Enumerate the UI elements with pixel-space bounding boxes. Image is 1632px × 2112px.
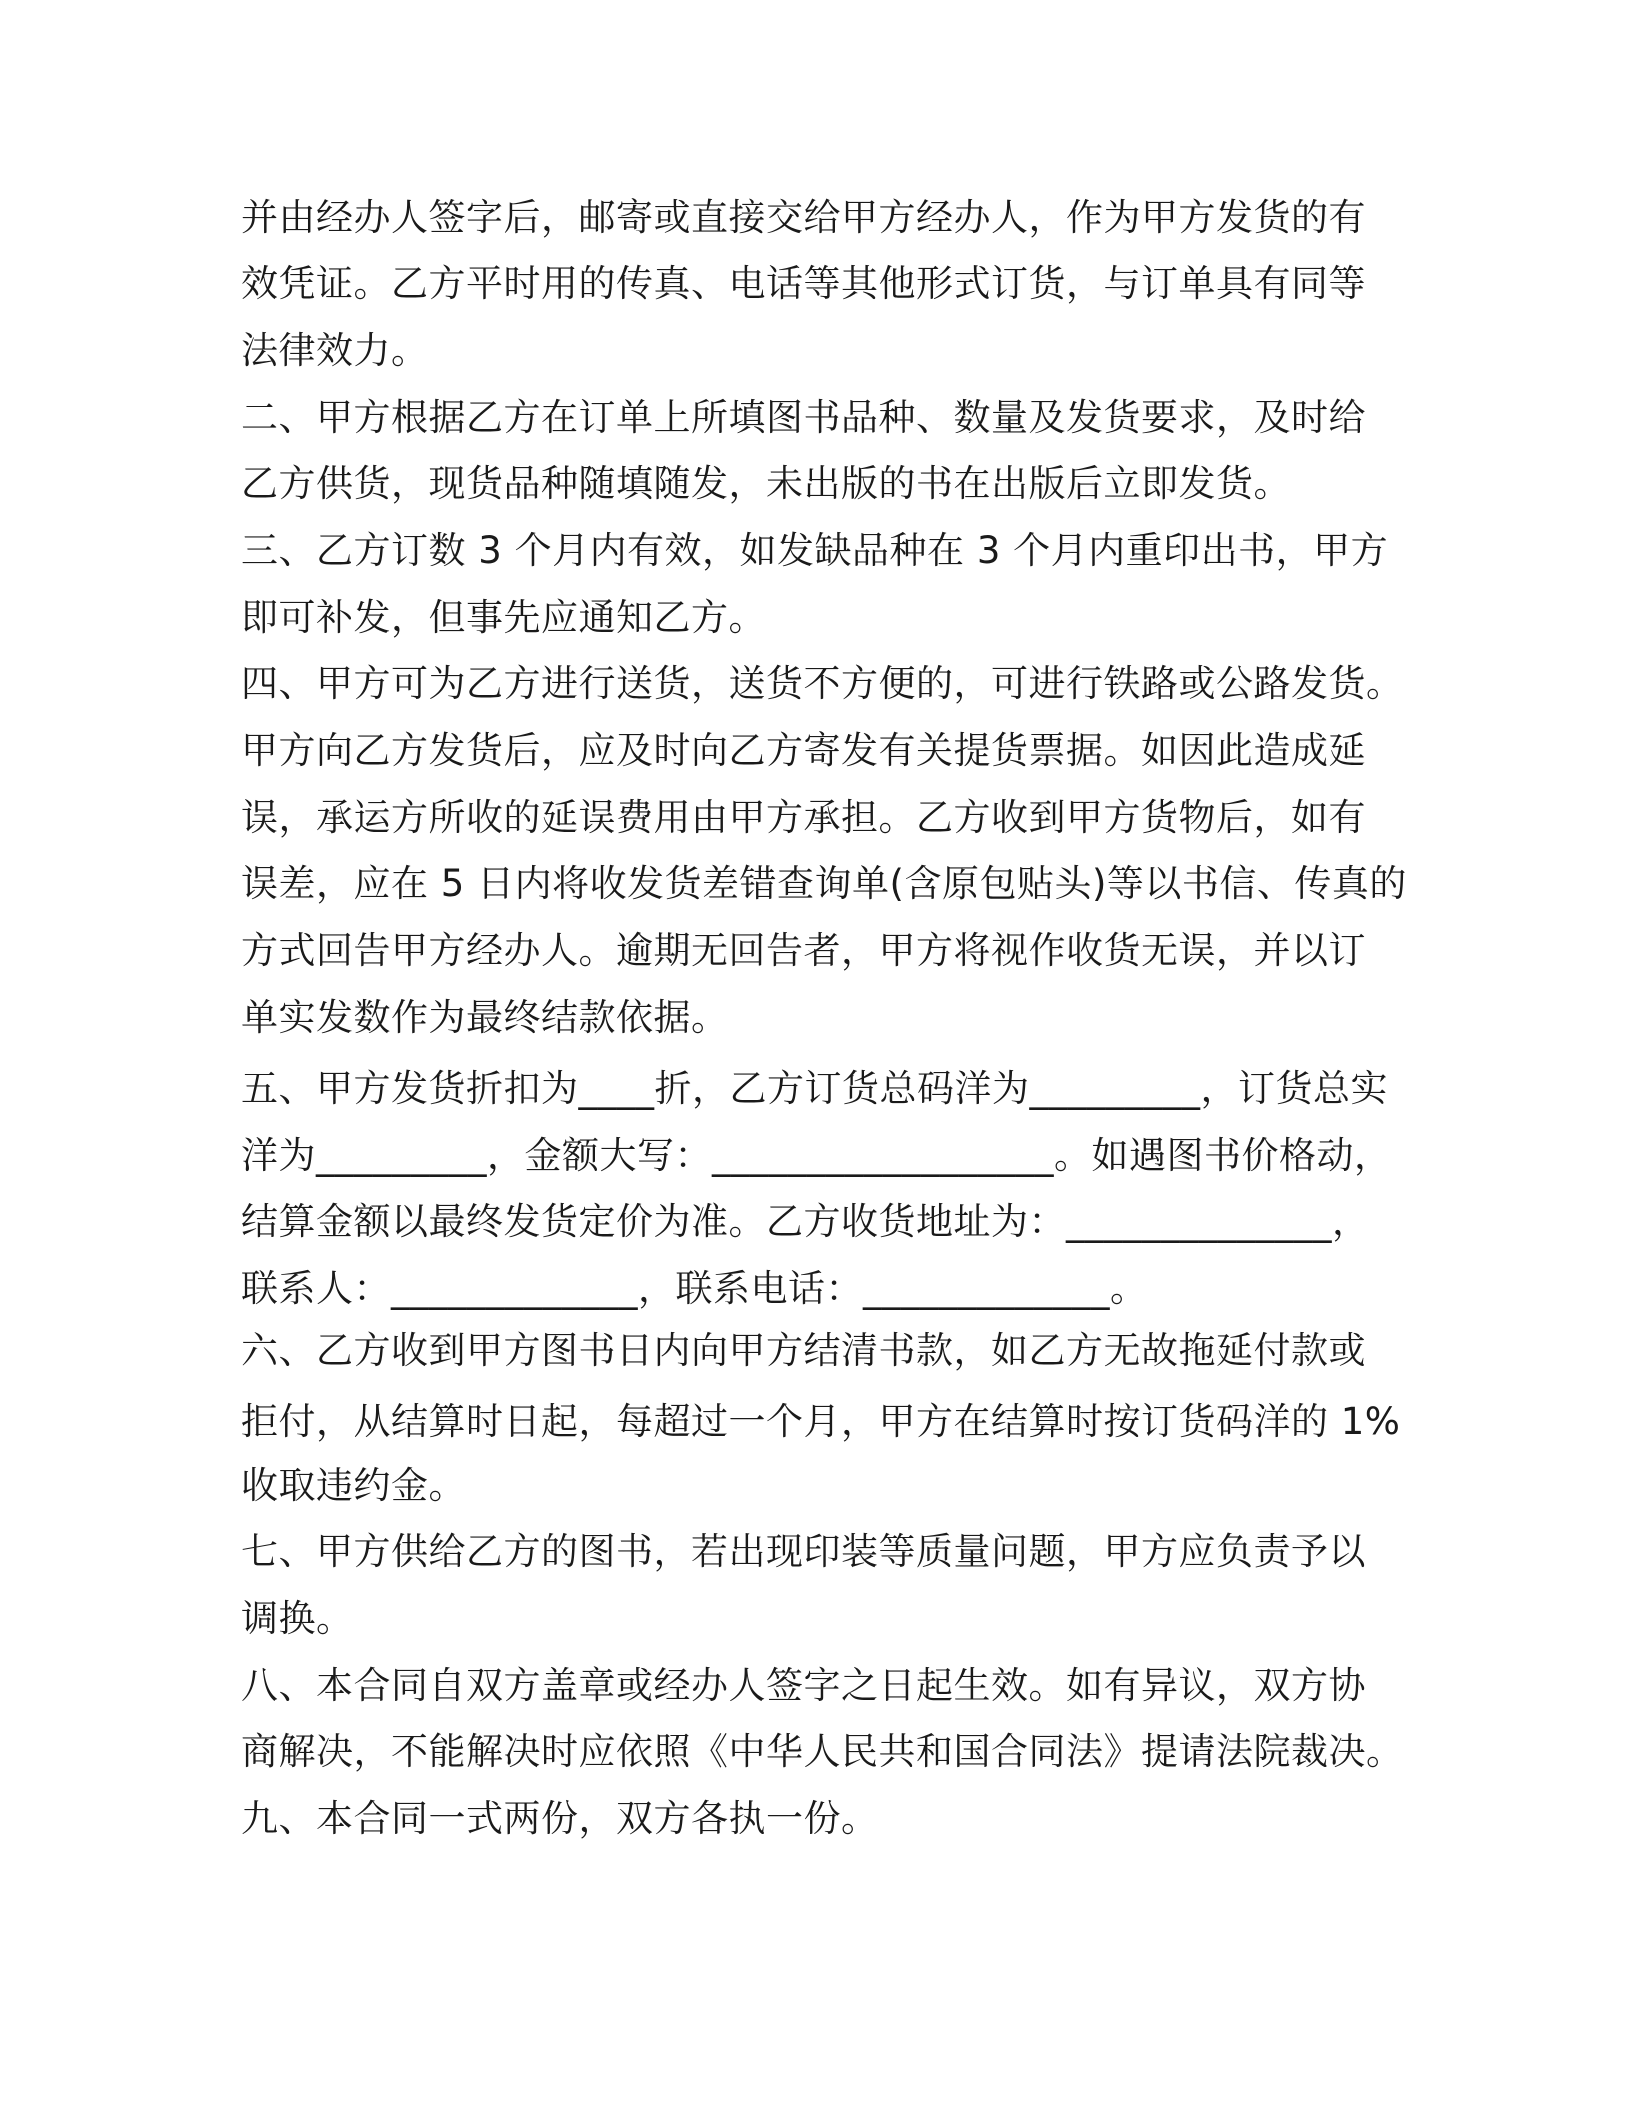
text-line: 收取违约金。 xyxy=(241,1464,466,1507)
text-line: 八、本合同自双方盖章或经办人签字之日起生效。如有异议，双方协 xyxy=(241,1664,1366,1707)
text-line: 乙方供货，现货品种随填随发，未出版的书在出版后立即发货。 xyxy=(241,462,1291,505)
text-line: 并由经办人签字后，邮寄或直接交给甲方经办人，作为甲方发货的有 xyxy=(241,196,1366,239)
text-line: 法律效力。 xyxy=(241,329,429,372)
text-line: 误差，应在 5 日内将收发货差错查询单(含原包贴头)等以书信、传真的 xyxy=(241,862,1407,905)
text-line: 结算金额以最终发货定价为准。乙方收货地址为：______________， xyxy=(241,1200,1370,1243)
text-line: 联系人：_____________，联系电话：_____________。 xyxy=(241,1267,1148,1310)
text-line: 方式回告甲方经办人。逾期无回告者，甲方将视作收货无误，并以订 xyxy=(241,929,1366,972)
text-line: 二、甲方根据乙方在订单上所填图书品种、数量及发货要求，及时给 xyxy=(241,396,1366,439)
text-line: 七、甲方供给乙方的图书，若出现印装等质量问题，甲方应负责予以 xyxy=(241,1530,1366,1573)
text-line: 误，承运方所收的延误费用由甲方承担。乙方收到甲方货物后，如有 xyxy=(241,796,1366,839)
text-line: 单实发数作为最终结款依据。 xyxy=(241,996,729,1039)
text-line: 拒付，从结算时日起，每超过一个月，甲方在结算时按订货码洋的 1% xyxy=(241,1400,1401,1443)
text-line: 效凭证。乙方平时用的传真、电话等其他形式订货，与订单具有同等 xyxy=(241,262,1366,305)
text-line: 三、乙方订数 3 个月内有效，如发缺品种在 3 个月内重印出书，甲方 xyxy=(241,529,1389,572)
text-line: 四、甲方可为乙方进行送货，送货不方便的，可进行铁路或公路发货。 xyxy=(241,662,1404,705)
text-line: 五、甲方发货折扣为____折，乙方订货总码洋为_________，订货总实 xyxy=(241,1067,1388,1110)
text-line: 即可补发，但事先应通知乙方。 xyxy=(241,596,766,639)
text-line: 商解决，不能解决时应依照《中华人民共和国合同法》提请法院裁决。 xyxy=(241,1730,1404,1773)
text-line: 九、本合同一式两份，双方各执一份。 xyxy=(241,1797,879,1840)
text-line: 调换。 xyxy=(241,1597,354,1640)
text-line: 洋为_________，金额大写：__________________。如遇图书价格动， xyxy=(241,1134,1392,1177)
text-line: 甲方向乙方发货后，应及时向乙方寄发有关提货票据。如因此造成延 xyxy=(241,729,1366,772)
text-line: 六、乙方收到甲方图书日内向甲方结清书款，如乙方无故拖延付款或 xyxy=(241,1329,1366,1372)
